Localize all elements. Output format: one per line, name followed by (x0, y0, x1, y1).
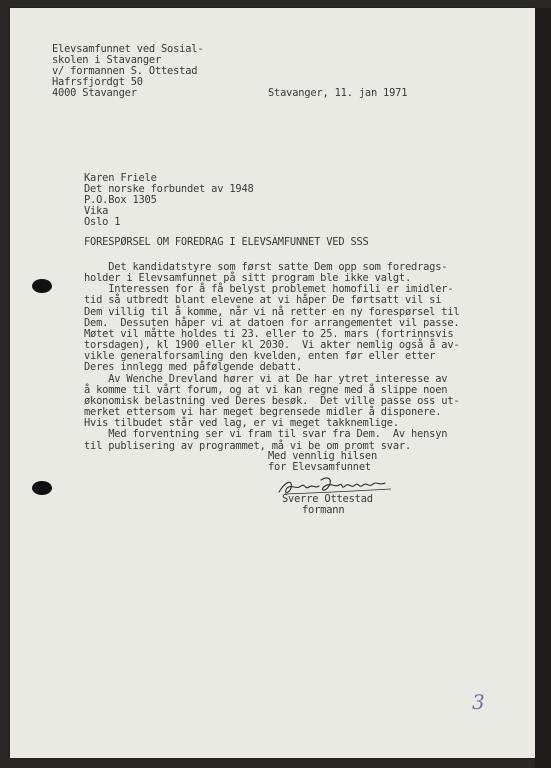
signer-title: formann (302, 504, 345, 516)
recipient-address: Karen Friele Det norske forbundet av 1948 P.O.Box 1305 Vika Oslo 1 (84, 172, 254, 228)
scan-edge (535, 8, 551, 768)
date-line: Stavanger, 11. jan 1971 (268, 87, 408, 99)
page-number-mark: 3 (472, 690, 485, 714)
punch-hole-top (32, 279, 52, 293)
letter-body: Det kandidatstyre som først satte Dem opp som foredrags- holder i Elevsamfunnet på sitt program ble ikke valgt. Interessen for å få belyst problemet homofili er imidler- tid så utbredt blant elevene at vi håper De førtsatt vil si Dem villig til å komme, når vi nå retter en ny forespørsel til Dem. Dessuten håper vi at datoen for arrangementet vil passe. Møtet vil måtte holdes ti 23. eller to 25. mars (fortrinnsvis torsdagen), kl 1900 eller kl 2030. Vi akter nemlig også å av- vikle generalforsamling den kvelden, enten før eller etter Deres innlegg med påfølgende debatt. Av Wenche Drevland hører vi at De har ytret interesse av å komme til vårt forum, og at vi kan regne med å slippe noen økonomisk belastning ved Deres besøk. Det ville passe oss ut- merket ettersom vi har meget begrensede midler å disponere. Hvis tilbudet står ved lag, er vi meget takknemlige. Med forventning ser vi fram til svar fra Dem. Av hensyn til publisering av programmet, må vi be om promt svar. (84, 261, 460, 452)
sender-address: Elevsamfunnet ved Sosial- skolen i Stavanger v/ formannen S. Ottestad Hafrsfjordgt 50 4000 Stavanger (52, 43, 204, 99)
signer-name: Sverre Ottestad (282, 493, 373, 505)
closing-salutation: Med vennlig hilsen for Elevsamfunnet (268, 450, 378, 473)
subject-line: FORESPØRSEL OM FOREDRAG I ELEVSAMFUNNET VED SSS (84, 236, 369, 248)
punch-hole-bottom (32, 481, 52, 495)
